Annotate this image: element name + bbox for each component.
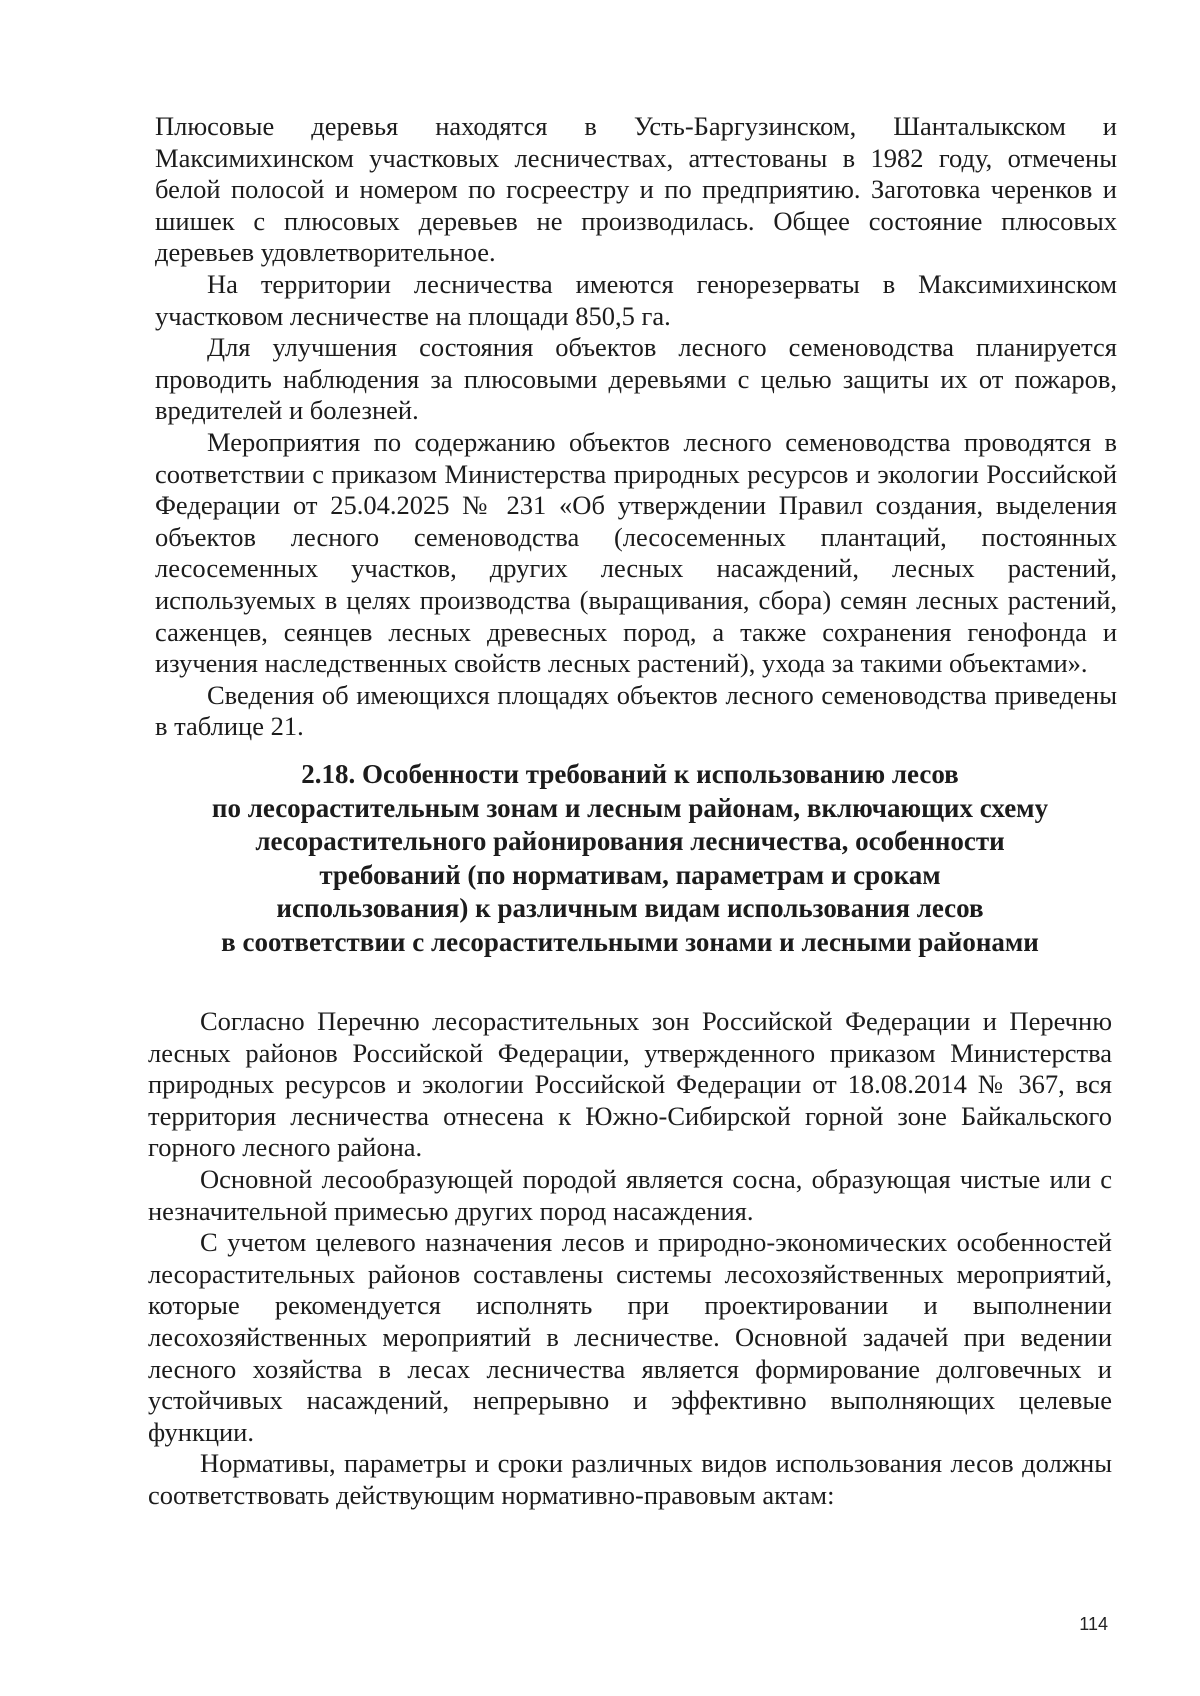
paragraph-main-species: Основной лесообразующей породой является сосна, образующая чистые или с незначительной примесью других пород насаждения.: [148, 1163, 1112, 1226]
page-number: 114: [1079, 1614, 1108, 1634]
heading-line: требований (по нормативам, параметрам и срокам: [319, 859, 941, 890]
intro-section: [155, 111, 1117, 743]
heading-line: использования) к различным видам использования лесов: [276, 893, 984, 923]
paragraph-plus-trees: Плюсовые деревья находятся в Усть-Баргузинском, Шанталыкском и Максимихинском участковых лесничествах, аттестованы в 1982 году, отмечены белой полосой и номером по госреестру и по предприятию. Заготовка черенков и шишек с плюсовых деревьев не производилась. Общее состояние плюсовых деревьев удовлетворительное.: [155, 111, 1117, 268]
paragraph-table-reference: Сведения об имеющихся площадях объектов лесного семеноводства приведены в таблице 21.: [155, 679, 1117, 742]
paragraph-forestry-systems: С учетом целевого назначения лесов и природно-экономических особенностей лесорастительных районов составлены системы лесохозяйственных мероприятий, которые рекомендуется исполнять при проектировании и выполнении лесохозяйственных мероприятий в лесничестве. Основной задачей при ведении лесного хозяйства в лесах лесничества является формирование долговечных и устойчивых насаждений, непрерывно и эффективно выполняющих целевые функции.: [148, 1227, 1112, 1447]
section-heading-2-18: [150, 758, 1110, 959]
body-section: [148, 1006, 1112, 1512]
heading-line: по лесорастительным зонам и лесным районам, включающих схему: [211, 792, 1049, 823]
heading-line: лесорастительного районирования лесничества, особенности: [255, 826, 1005, 856]
paragraph-gene-reserves: На территории лесничества имеются генорезерваты в Максимихинском участковом лесничестве на площади 850,5 га.: [155, 268, 1117, 331]
heading-line: 2.18. Особенности требований к использованию лесов: [301, 759, 959, 789]
paragraph-maintenance-order: Мероприятия по содержанию объектов лесного семеноводства проводятся в соответствии с приказом Министерства природных ресурсов и экологии Российской Федерации от 25.04.2025 № 231 «Об утверждении Правил создания, выделения объектов лесного семеноводства (лесосеменных плантаций, постоянных лесосеменных участков, других лесных насаждений, лесных растений, используемых в целях производства (выращивания, сбора) семян лесных растений, саженцев, сеянцев лесных древесных пород, а также сохранения генофонда и изучения наследственных свойств лесных растений), ухода за такими объектами».: [155, 426, 1117, 679]
paragraph-norms: Нормативы, параметры и сроки различных видов использования лесов должны соответствовать действующим нормативно-правовым актам:: [148, 1448, 1112, 1510]
heading-line: в соответствии с лесорастительными зонами и лесными районами: [221, 926, 1039, 957]
paragraph-forest-zones: Согласно Перечню лесорастительных зон Российской Федерации и Перечню лесных районов Российской Федерации, утвержденного приказом Министерства природных ресурсов и экологии Российской Федерации от 18.08.2014 № 367, вся территория лесничества отнесена к Южно-Сибирской горной зоне Байкальского горного лесного района.: [148, 1006, 1112, 1163]
paragraph-improvement-plan: Для улучшения состояния объектов лесного семеноводства планируется проводить наблюдения за плюсовыми деревьями с целью защиты их от пожаров, вредителей и болезней.: [155, 332, 1117, 426]
